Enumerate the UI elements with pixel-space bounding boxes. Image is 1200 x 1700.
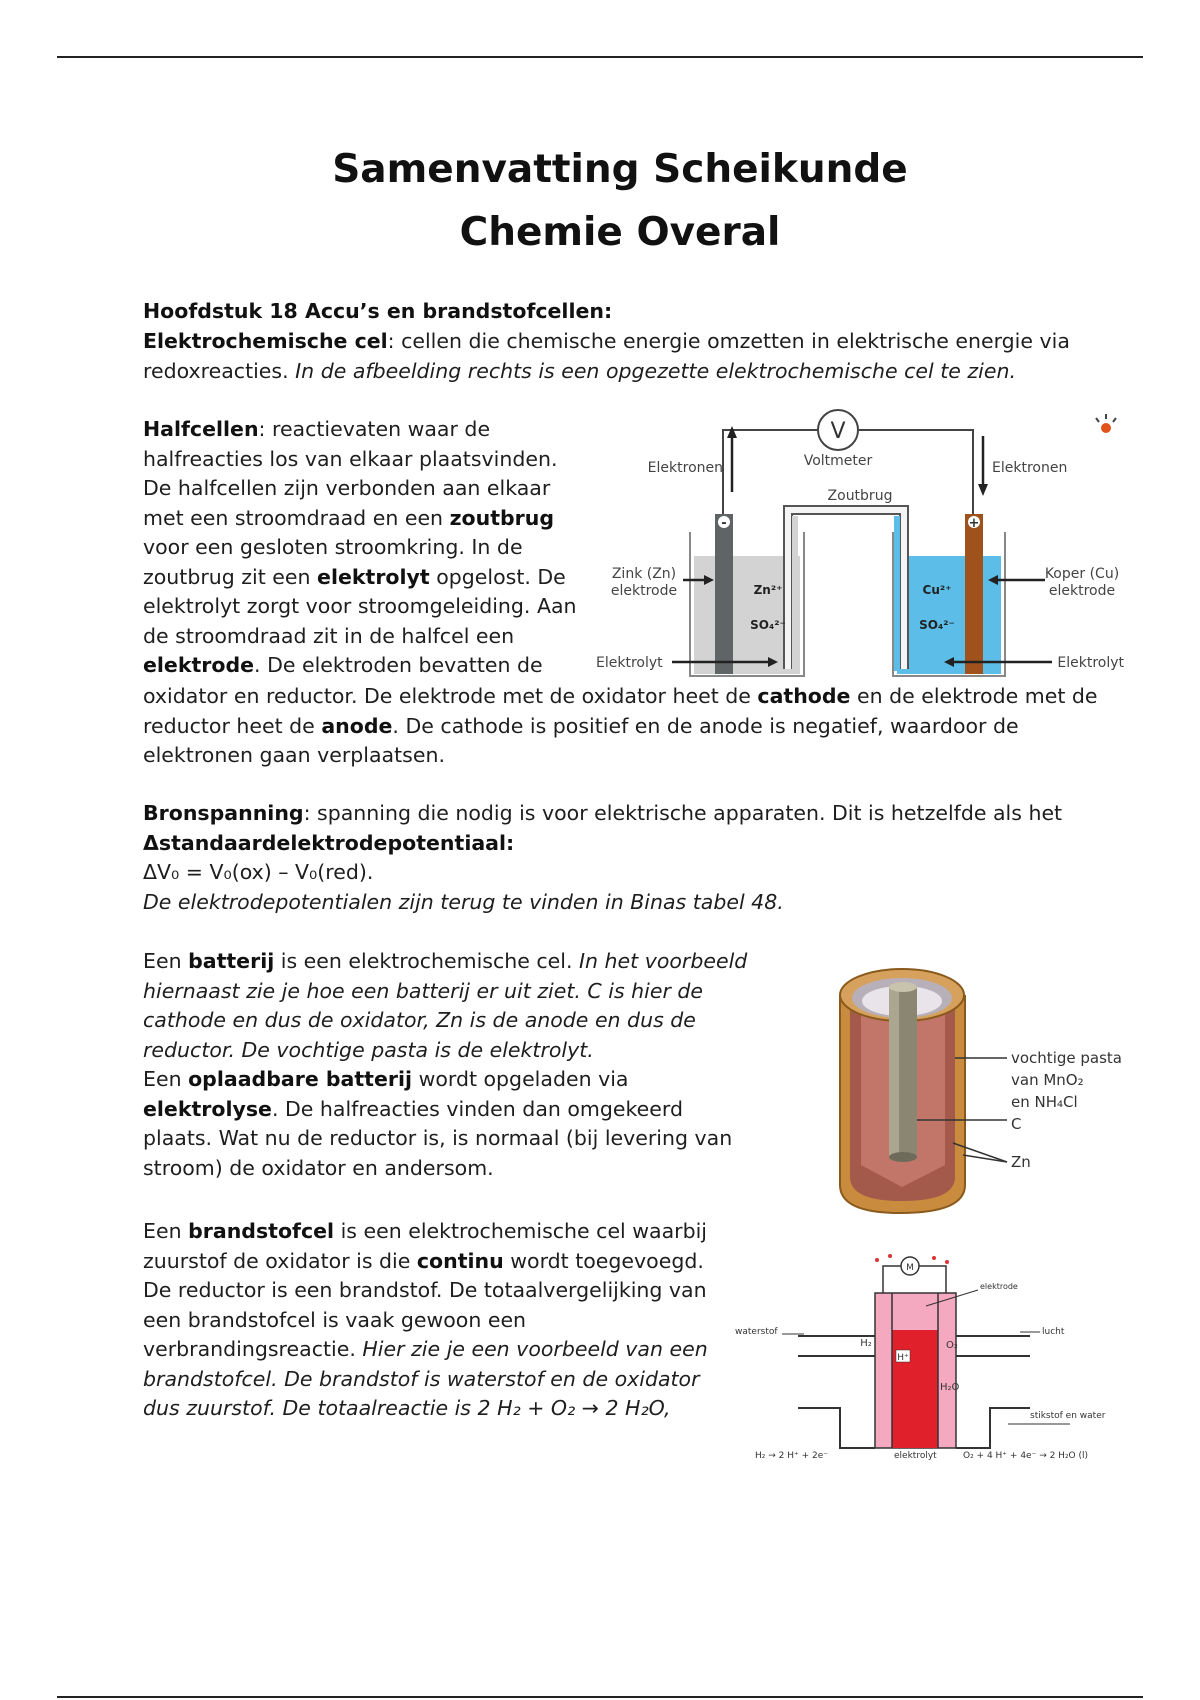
fuelcell-exhaust-label: stikstof en water — [1030, 1411, 1106, 1421]
batterij-text-5: . De halfreacties vinden dan omgekeerd plaats. Wat nu de reductor is, is normaal (bij levering van stroom) de oxidator en andersom. — [143, 1096, 733, 1180]
halfcellen-continuation — [143, 682, 1103, 771]
elektrolyt-left-label: Elektrolyt — [596, 655, 663, 671]
batterij-text-4: wordt opgeladen via — [412, 1067, 629, 1091]
copper-label-1: Koper (Cu) — [1044, 566, 1120, 582]
fuelcell-h-plus-label: H⁺ — [897, 1353, 909, 1363]
halfcellen-text-3: opgelost. De elektrolyt zorgt voor stroomgeleiding. Aan de stroomdraad zit in de halfcel een — [143, 564, 577, 648]
term-zoutbrug: zoutbrug — [449, 505, 555, 530]
batterij-paragraph — [143, 947, 753, 1183]
elektrolyt-right-label: Elektrolyt — [1057, 655, 1124, 671]
term-elektrode: elektrode — [143, 653, 255, 677]
term-continu: continu — [416, 1248, 504, 1273]
fuelcell-h2-label: H₂ — [860, 1338, 872, 1349]
zn-ion-label: Zn²⁺ — [753, 583, 783, 597]
intro-text: : cellen die chemische energie omzetten in elektrische energie via redoxreacties. — [143, 329, 1070, 383]
battery-label-paste-1: vochtige pasta — [1011, 1049, 1122, 1067]
battery-label-zn: Zn — [1011, 1153, 1031, 1171]
fuel-cell-figure — [720, 1248, 1140, 1468]
battery-label-c: C — [1011, 1115, 1022, 1133]
fuelcell-eq-right: O₂ + 4 H⁺ + 4e⁻ → 2 H₂O (l) — [963, 1451, 1089, 1461]
brandstofcel-italic: Hier zie je een voorbeeld van een brandstofcel. De brandstof is waterstof en de oxidator dus zuurstof. De totaalreactie is 2 H₂ + O₂ → 2 H₂O, — [143, 1337, 708, 1420]
halfcellen-text-5: oxidator en reductor. De elektrode met de oxidator heet de — [143, 684, 758, 708]
term-delta-standaardelektrodepotentiaal: Δstandaardelektrodepotentiaal: — [143, 830, 515, 855]
fuelcell-waterstof-label: waterstof — [735, 1327, 778, 1337]
fuelcell-elektrode-label: elektrode — [980, 1282, 1018, 1291]
chapter-heading: Hoofdstuk 18 Accu’s en brandstofcellen: — [143, 299, 613, 323]
elektronen-left-label: Elektronen — [647, 460, 723, 476]
intro-paragraph — [143, 327, 1083, 386]
bronspanning-text: : spanning die nodig is voor elektrische apparaten. Dit is hetzelfde als het — [303, 801, 1063, 825]
term-cathode: cathode — [757, 684, 851, 708]
bronspanning-paragraph — [143, 799, 1103, 917]
electrochemical-cell-figure — [590, 404, 1130, 684]
fuelcell-voltmeter-symbol: M — [906, 1263, 914, 1273]
copper-solution — [897, 556, 1001, 674]
halfcellen-text-1: : reactievaten waar de halfreacties los van elkaar plaatsvinden. De halfcellen zijn verbonden aan elkaar met een stroomdraad en een — [143, 417, 558, 530]
batterij-italic: In het voorbeeld hiernaast zie je hoe een batterij er uit ziet. C is hier de cathode en dus de oxidator, Zn is de anode en dus de reductor. De vochtige pasta is de elektrolyt. — [143, 949, 748, 1062]
halfcellen-text-7: . De cathode is positief en de anode is negatief, waardoor de elektronen gaan verplaatsen. — [143, 713, 1019, 767]
elektronen-right-label: Elektronen — [992, 460, 1068, 476]
sparkle-icon — [1096, 414, 1116, 433]
voltmeter-symbol: V — [830, 419, 846, 444]
brandstofcel-text-2: is een elektrochemische cel waarbij zuurstof de oxidator is die — [143, 1219, 707, 1273]
minus-terminal: - — [721, 516, 727, 531]
term-brandstofcel: brandstofcel — [188, 1219, 335, 1243]
term-elektrolyse: elektrolyse — [143, 1096, 272, 1121]
fuelcell-eq-left: H₂ → 2 H⁺ + 2e⁻ — [755, 1451, 829, 1461]
cu-ion-label: Cu²⁺ — [922, 583, 952, 597]
brandstofcel-text-3: wordt toegevoegd. De reductor is een brandstof. De totaalvergelijking van een brandstofcel is vaak gewoon een verbrandingsreactie. — [143, 1248, 707, 1361]
so4-left-label: SO₄²⁻ — [750, 618, 786, 632]
halfcellen-text-6: en de elektrode met de reductor heet de — [143, 684, 1098, 738]
voltmeter-label: Voltmeter — [803, 453, 873, 469]
zinc-electrode — [715, 514, 733, 674]
term-oplaadbare-batterij: oplaadbare batterij — [188, 1067, 413, 1091]
fuelcell-o2-label: O₂ — [946, 1340, 958, 1351]
fuelcell-h2o-label: H₂O — [940, 1382, 960, 1393]
zinc-label-2: elektrode — [610, 583, 678, 599]
batterij-text-3: Een — [143, 1067, 189, 1091]
copper-label-2: elektrode — [1048, 583, 1116, 599]
halfcellen-text-4: . De elektroden bevatten de — [254, 653, 543, 677]
plus-terminal: + — [968, 516, 980, 531]
fuelcell-lucht-label: lucht — [1042, 1327, 1065, 1337]
term-elektrochemische-cel: Elektrochemische cel — [143, 329, 388, 353]
bottom-rule — [57, 1696, 1143, 1698]
copper-electrode — [965, 514, 983, 674]
batterij-text-2: is een elektrochemische cel. — [274, 949, 579, 973]
page-title: Samenvatting Scheikunde — [332, 147, 908, 192]
bronspanning-formula: ΔV₀ = V₀(ox) – V₀(red). — [143, 860, 374, 884]
halfcellen-paragraph — [143, 415, 588, 681]
battery-figure — [825, 955, 1135, 1220]
brandstofcel-paragraph — [143, 1217, 718, 1424]
fuelcell-elektrolyt-label: elektrolyt — [894, 1451, 937, 1461]
page-subtitle: Chemie Overal — [459, 210, 781, 255]
term-anode: anode — [321, 713, 393, 738]
halfcellen-text-2: voor een gesloten stroomkring. In de zoutbrug zit een — [143, 535, 523, 589]
battery-label-paste-3: en NH₄Cl — [1011, 1093, 1078, 1111]
battery-label-paste-2: van MnO₂ — [1011, 1071, 1084, 1089]
fuelcell-electrolyte — [892, 1330, 938, 1448]
term-halfcellen: Halfcellen — [143, 417, 259, 441]
zinc-label-1: Zink (Zn) — [611, 566, 677, 582]
top-rule — [57, 56, 1143, 58]
so4-right-label: SO₄²⁻ — [919, 618, 955, 632]
intro-italic: In de afbeelding rechts is een opgezette elektrochemische cel te zien. — [295, 358, 1016, 383]
bronspanning-italic: De elektrodepotentialen zijn terug te vinden in Binas tabel 48. — [143, 889, 784, 914]
term-bronspanning: Bronspanning — [143, 801, 304, 825]
term-elektrolyt: elektrolyt — [317, 564, 430, 589]
term-batterij: batterij — [188, 949, 275, 973]
brandstofcel-text-1: Een — [143, 1219, 189, 1243]
batterij-text-1: Een — [143, 949, 189, 973]
zoutbrug-label: Zoutbrug — [827, 488, 893, 504]
